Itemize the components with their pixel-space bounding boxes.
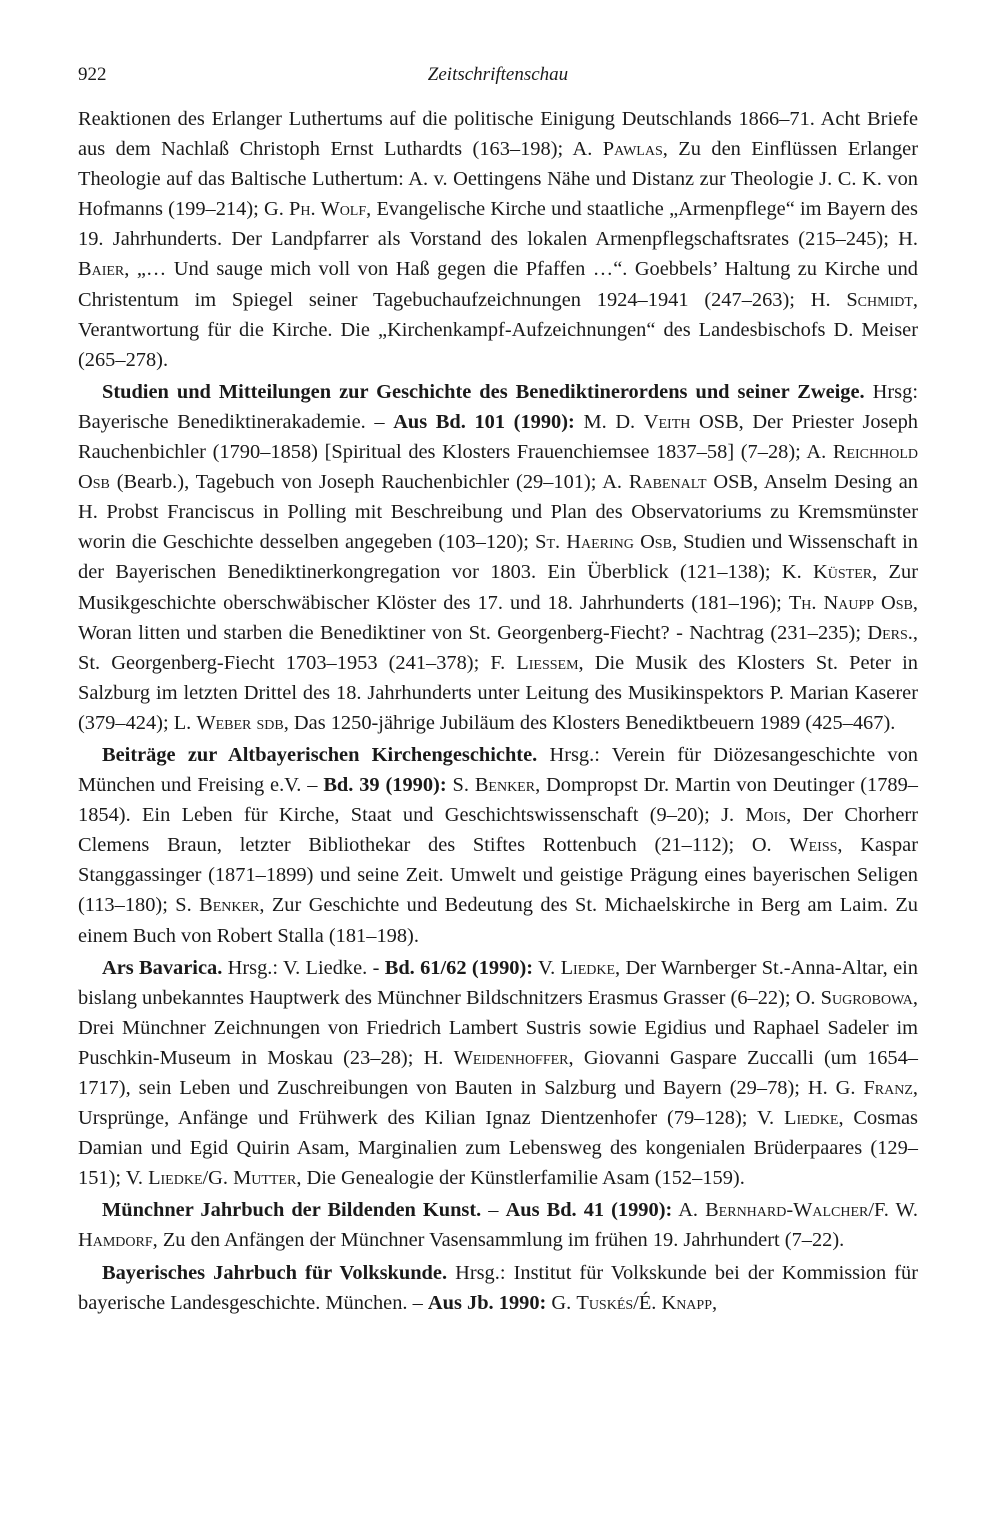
volume-label: Bd. 61/62 (1990): — [384, 956, 534, 979]
author-name: Liedke/G. Mutter — [148, 1167, 297, 1190]
volume-label: Bd. 39 (1990): — [323, 774, 447, 797]
author-name: Weidenhoffer — [453, 1046, 569, 1069]
volume-label: Aus Bd. 41 (1990): — [505, 1199, 673, 1222]
author-name: Weiss — [789, 834, 838, 857]
author-name: Benker — [199, 894, 260, 917]
author-name: St. Haering Osb — [535, 531, 672, 554]
volume-label: Aus Jb. 1990: — [427, 1291, 547, 1314]
author-name: Liedke — [560, 956, 616, 979]
author-name: Sugrobowa — [820, 986, 913, 1009]
author-name: Tuskés/É. Knapp — [576, 1291, 712, 1314]
author-name: Baier — [78, 258, 125, 281]
author-name: Reichhold Osb — [78, 441, 918, 494]
author-name: Th. Naupp Osb — [788, 591, 913, 614]
author-name: Ders. — [867, 621, 913, 644]
author-name: Rabenalt — [628, 471, 707, 494]
author-name: Franz — [863, 1077, 913, 1099]
author-name: Schmidt — [846, 288, 913, 311]
running-title: Zeitschriftenschau — [427, 64, 569, 85]
running-head — [78, 64, 918, 104]
author-name: Küster — [813, 561, 873, 584]
journal-entry-benediktiner: Studien und Mitteilungen zur Geschichte des Benediktinerordens und seiner Zweige. Hrsg: Bayerische Benediktinerakademie. – Aus Bd. 101 (1990): M. D. Veith OSB, Der Priester Joseph Rauchenbichler (1790–1858) [Spiritual des Klosters Frauenchiemsee 1837–58] (7–28); A. Reichhold Osb (Bearb.), Tagebuch von Joseph Rauchenbichler (29–101); A. Rabenalt OSB, Anselm Desing an H. Probst Franciscus in Polling mit Beschreibung und Plan des Observatoriums zu Kremsmünster worin die Geschichte desselben angegeben (103–120); St. Haering Osb, Studien und Wissenschaft in der Bayerischen Benediktinerkongregation vor 1803. Ein Überblick (121–138); K. Küster, Zur Musikgeschichte oberschwäbischer Klöster des 17. und 18. Jahrhunderts (181–196); Th. Naupp Osb, Woran litten und starben die Benediktiner von St. Georgenberg-Fiecht? - Nachtrag (231–235); Ders., St. Georgenberg-Fiecht 1703–1953 (241–378); F. Liessem, Die Musik des Klosters St. Peter in Salzburg im letzten Drittel des 18. Jahrhunderts unter Leitung des Musikinspektors P. Marian Kaserer (379–424); L. Weber sdb, Das 1250-jährige Jubiläum des Klosters Benediktbeuern 1989 (425–467). — [78, 380, 918, 734]
body-text — [78, 104, 918, 1318]
volume-label: Aus Bd. 101 (1990): — [393, 410, 575, 433]
author-name: Mois — [745, 804, 787, 827]
journal-title: Bayerisches Jahrbuch für Volkskunde. — [102, 1261, 448, 1284]
author-name: Weber sdb — [196, 711, 284, 734]
journal-entry-muenchner-jahrbuch: Münchner Jahrbuch der Bildenden Kunst. – Aus Bd. 41 (1990): A. Bernhard-Walcher/F. W. Hamdorf, Zu den Anfängen der Münchner Vasensammlung im frühen 19. Jahrhundert (7–22). — [78, 1199, 919, 1252]
journal-entry-ars-bavarica: Ars Bavarica. Hrsg.: V. Liedke. - Bd. 61/62 (1990): V. Liedke, Der Warnberger St.-Anna-Altar, ein bislang unbekanntes Hauptwerk des Münchner Bildschnitzers Erasmus Grasser (6–22); O. Sugrobowa, Drei Münchner Zeichnungen von Friedrich Lambert Sustris sowie Egidius und Raphael Sadeler im Puschkin-Museum in Moskau (23–28); H. Weidenhoffer, Giovanni Gaspare Zuccalli (um 1654–1717), sein Leben und Zuschreibungen von Bauten in Salzburg und Bayern (29–78); H. G. Franz, Ursprünge, Anfänge und Frühwerk des Kilian Ignaz Dientzenhofer (79–128); V. Liedke, Cosmas Damian und Egid Quirin Asam, Marginalien zum Lebensweg des kongenialen Brüderpaares (129–151); V. Liedke/G. Mutter, Die Genealogie der Künstlerfamilie Asam (152–159). — [78, 956, 918, 1190]
author-name: Bernhard-Walcher/F. W. Hamdorf — [78, 1199, 919, 1252]
journal-title: Münchner Jahrbuch der Bildenden Kunst. — [102, 1199, 482, 1222]
author-name: Benker — [474, 774, 536, 797]
journal-entry-altbayerische: Beiträge zur Altbayerischen Kirchengeschichte. Hrsg.: Verein für Diözesangeschichte von München und Freising e.V. – Bd. 39 (1990): S. Benker, Dompropst Dr. Martin von Deutinger (1789–1854). Ein Leben für Kirche, Staat und Geschichtswissenschaft (9–20); J. Mois, Der Chorherr Clemens Braun, letzter Bibliothekar des Stiftes Rottenbuch (21–112); O. Weiss, Kaspar Stanggassinger (1871–1899) und seine Zeit. Umwelt und geistige Prägung eines bayerischen Seligen (113–180); S. Benker, Zur Geschichte und Bedeutung des St. Michaelskirche in Berg am Laim. Zu einem Buch von Robert Stalla (181–198). — [78, 743, 919, 947]
author-name: Veith — [643, 410, 691, 433]
author-name: Liedke — [784, 1107, 839, 1130]
journal-title: Ars Bavarica. — [102, 956, 223, 979]
journal-title: Beiträge zur Altbayerischen Kirchengeschichte. — [102, 743, 538, 766]
author-name: Liessem — [516, 651, 579, 674]
author-name: Ph. Wolf — [289, 198, 367, 221]
journal-entry-volkskunde: Bayerisches Jahrbuch für Volkskunde. Hrsg.: Institut für Volkskunde bei der Kommission für bayerische Landesgeschichte. München. – Aus Jb. 1990: G. Tuskés/É. Knapp, — [78, 1261, 918, 1314]
page-number: 922 — [78, 64, 107, 85]
document-page — [78, 64, 918, 1318]
continuation-paragraph: Reaktionen des Erlanger Luthertums auf die politische Einigung Deutschlands 1866–71. Acht Briefe aus dem Nachlaß Christoph Ernst Luthardts (163–198); A. Pawlas, Zu den Einflüssen Erlanger Theologie auf das Baltische Luthertum: A. v. Oettingens Nähe und Distanz zur Theologie J. C. K. von Hofmanns (199–214); G. Ph. Wolf, Evangelische Kirche und staatliche „Armenpflege“ im Bayern des 19. Jahrhunderts. Der Landpfarrer als Vorstand des lokalen Armenpflegschaftsrates (215–245); H. Baier, „… Und sauge mich voll von Haß gegen die Pfaffen …“. Goebbels’ Haltung zu Kirche und Christentum im Spiegel seiner Tagebuchaufzeichnungen 1924–1941 (247–263); H. Schmidt, Verantwortung für die Kirche. Die „Kirchenkampf-Aufzeichnungen“ des Landesbischofs D. Meiser (265–278). — [78, 108, 919, 371]
author-name: Pawlas — [602, 138, 663, 161]
journal-title: Studien und Mitteilungen zur Geschichte des Benediktinerordens und seiner Zweige. — [102, 380, 865, 403]
